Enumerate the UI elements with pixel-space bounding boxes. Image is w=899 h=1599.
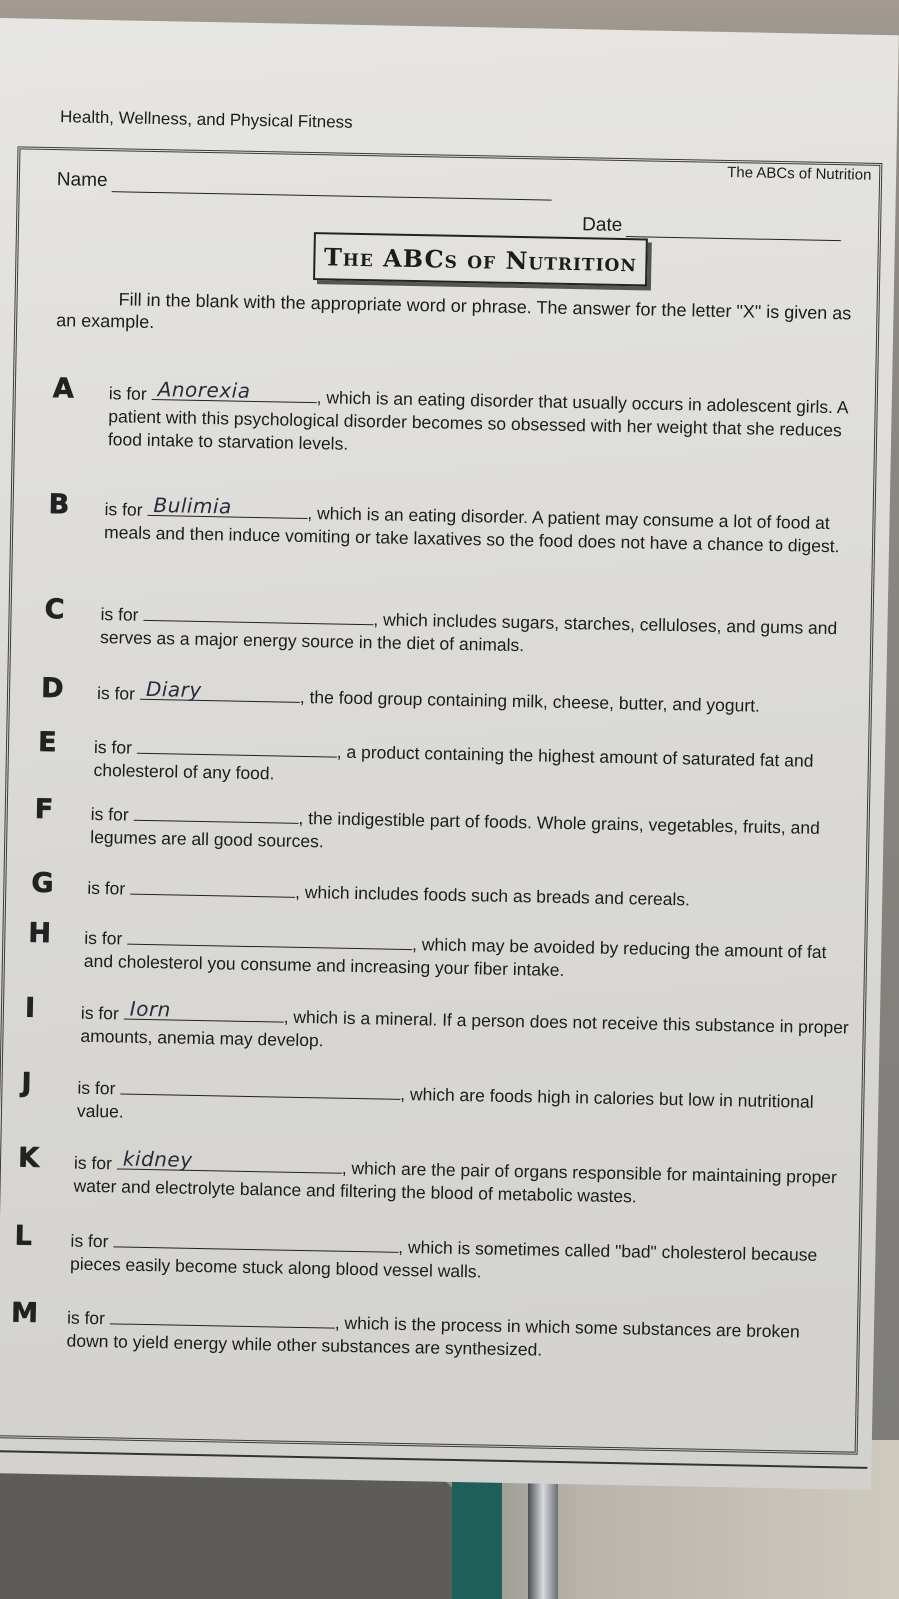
answer-blank[interactable] xyxy=(110,1305,335,1328)
entry-letter: E xyxy=(37,726,57,759)
entry-text: , which includes foods such as breads and cereals. xyxy=(294,881,691,910)
document-id: The ABCs of Nutrition xyxy=(727,163,872,184)
entry-letter: F xyxy=(34,793,54,826)
entry-text: , which are the pair of organs responsible for maintaining proper water and electrolyte balance and filtering the blood of metabolic wastes. xyxy=(73,1157,838,1207)
entry-text: , the food group containing milk, cheese, butter, and yogurt. xyxy=(299,686,761,716)
answer-blank[interactable] xyxy=(140,676,300,703)
entry-text: , which are foods high in calories but low in nutritional value. xyxy=(76,1083,814,1122)
entry-text: , which is an eating disorder that usually occurs in adolescent girls. A patient with this psychological disorder becomes so obsessed with her weight that she reduces food intake to starvation levels. xyxy=(107,387,848,454)
is-for-label: is for xyxy=(73,1152,113,1174)
entry-text: , which is a mineral. If a person does not receive this substance in proper amounts, anemia may develop. xyxy=(80,1006,849,1051)
entry-a xyxy=(52,373,879,466)
is-for-label: is for xyxy=(100,604,139,625)
entry-text: , which is an eating disorder. A patient may consume a lot of food at meals and then induce vomiting or take laxatives so the food does not have a chance to digest. xyxy=(103,502,840,557)
is-for-label: is for xyxy=(87,877,126,899)
answer-blank[interactable] xyxy=(113,1228,398,1252)
is-for-label: is for xyxy=(93,736,133,758)
footer-rule xyxy=(0,1450,867,1469)
is-for-label: is for xyxy=(96,682,136,704)
is-for-label: is for xyxy=(104,499,143,520)
teal-object xyxy=(452,1470,502,1599)
answer-blank[interactable] xyxy=(130,876,295,898)
entry-letter: H xyxy=(28,917,52,950)
is-for-label: is for xyxy=(84,927,123,949)
handwritten-answer: Iorn xyxy=(129,996,172,1022)
entry-letter: L xyxy=(14,1220,33,1252)
course-title: Health, Wellness, and Physical Fitness xyxy=(59,107,353,132)
entry-text: , the indigestible part of foods. Whole grains, vegetables, fruits, and legumes are all good sources. xyxy=(90,807,821,852)
entry-text: , a product containing the highest amount of saturated fat and cholesterol of any food. xyxy=(93,741,814,784)
fabric xyxy=(0,1470,470,1599)
is-for-label: is for xyxy=(70,1230,109,1252)
entry-letter: M xyxy=(10,1297,39,1329)
answer-blank[interactable] xyxy=(127,926,412,950)
answer-blank[interactable] xyxy=(124,996,284,1023)
is-for-label: is for xyxy=(66,1307,106,1329)
entry-text: , which includes sugars, starches, celluloses, and gums and serves as a major energy source in the diet of animals. xyxy=(99,609,838,656)
entry-letter: A xyxy=(52,373,75,405)
answer-blank[interactable] xyxy=(147,493,307,519)
handwritten-answer: kidney xyxy=(122,1146,193,1172)
entry-letter: K xyxy=(17,1142,40,1174)
page-title: The ABCs of Nutrition xyxy=(313,232,648,286)
answer-blank[interactable] xyxy=(152,377,317,403)
answer-blank[interactable] xyxy=(133,802,298,824)
is-for-label: is for xyxy=(108,383,147,404)
handwritten-answer: Diary xyxy=(145,676,202,702)
is-for-label: is for xyxy=(90,803,129,825)
date-blank[interactable] xyxy=(626,216,841,241)
answer-blank[interactable] xyxy=(117,1146,342,1173)
entry-text: , which is sometimes called "bad" cholesterol because pieces easily become stuck along blood vessel walls. xyxy=(69,1236,818,1282)
worksheet-paper xyxy=(0,18,899,1490)
is-for-label: is for xyxy=(80,1002,120,1024)
entry-letter: C xyxy=(44,593,65,626)
answer-blank[interactable] xyxy=(120,1076,400,1100)
handwritten-answer: Anorexia xyxy=(157,377,251,403)
entry-text: , which is the process in which some substances are broken down to yield energy while other substances are synthesized. xyxy=(66,1312,800,1360)
entry-letter: D xyxy=(40,672,64,705)
entry-letter: G xyxy=(31,867,54,900)
handwritten-answer: Bulimia xyxy=(153,493,233,519)
answer-blank[interactable] xyxy=(137,735,337,758)
entry-letter: J xyxy=(21,1067,32,1099)
entry-letter: I xyxy=(24,992,36,1024)
answer-blank[interactable] xyxy=(143,602,373,625)
entry-text: , which may be avoided by reducing the amount of fat and cholesterol you consume and increasing your fiber intake. xyxy=(83,934,827,981)
is-for-label: is for xyxy=(77,1077,116,1099)
name-label: Name xyxy=(56,169,108,192)
instructions: Fill in the blank with the appropriate word or phrase. The answer for the letter "X" is given as an example. xyxy=(56,289,852,333)
entry-letter: B xyxy=(48,489,70,521)
date-label: Date xyxy=(581,214,623,236)
